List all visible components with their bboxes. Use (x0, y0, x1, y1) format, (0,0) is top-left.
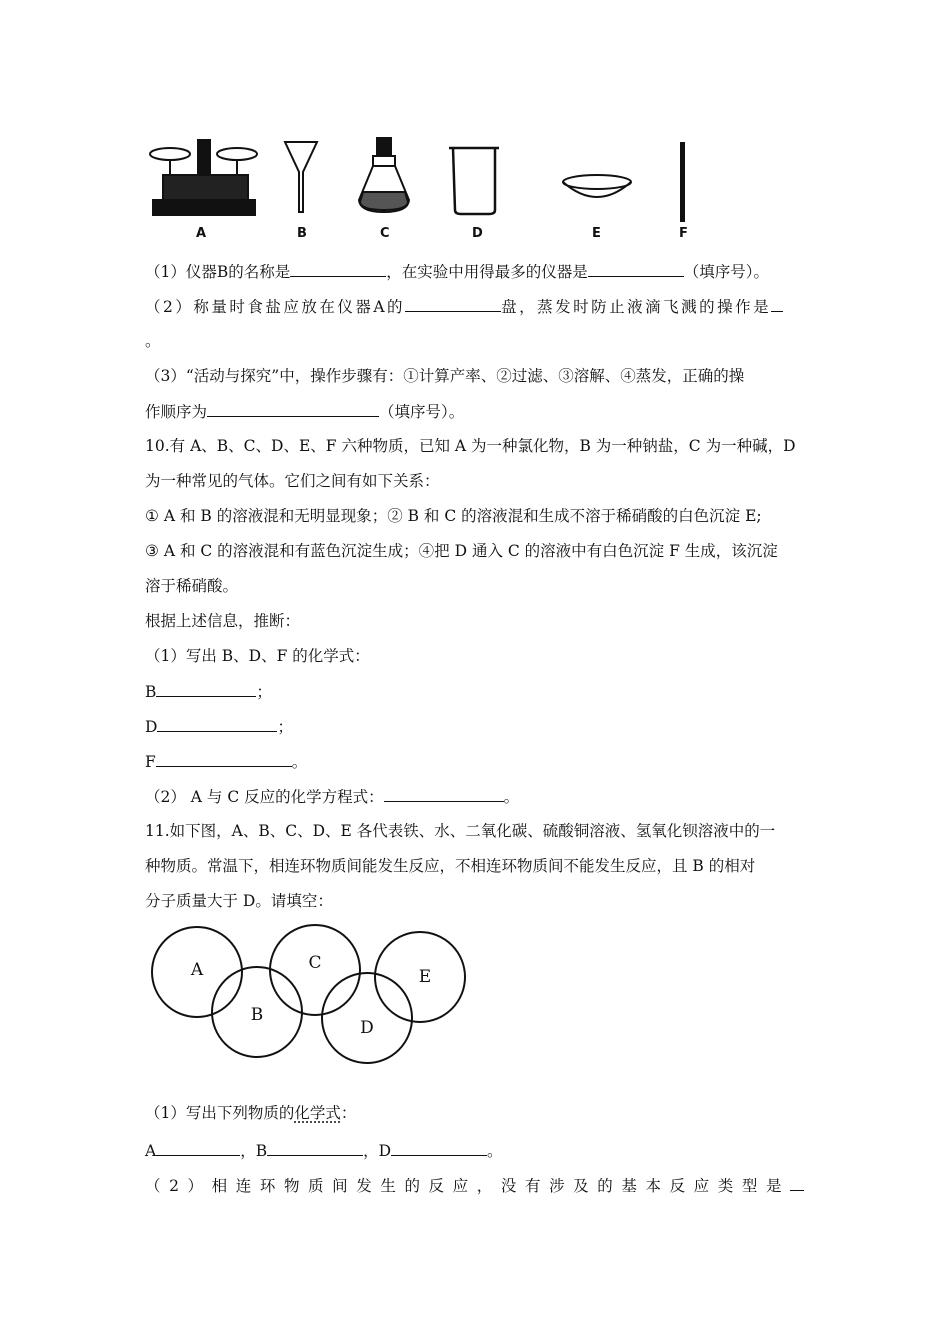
q10-answer-d: D ； (145, 718, 293, 736)
q11-line-3: 分子质量大于 D。请填空： (145, 892, 333, 910)
answer-blank[interactable] (207, 401, 379, 417)
question-2-line: （2）称量时食盐应放在仪器A的 盘，蒸发时防止液滴飞溅的操作是 (145, 296, 783, 317)
q10-line-1: 10.有 A、B、C、D、E、F 六种物质，已知 A 为一种氯化物，B 为一种钠盐，C 为一种碱，D (145, 437, 796, 455)
apparatus-label-e: E (592, 226, 601, 241)
ring-label-d: D (360, 1018, 374, 1038)
q10-sub-2: （2） A 与 C 反应的化学方程式： 。 (145, 788, 520, 806)
question-3-line-2: 作顺序为 （填序号）。 (145, 403, 465, 421)
q11-sub-1: （1）写出下列物质的化学式： (145, 1104, 357, 1122)
evaporating-dish-icon (563, 175, 631, 197)
q11-sub-2: （2）相连环物质间发生的反应，没有涉及的基本反应类型是 (145, 1175, 804, 1196)
answer-blank[interactable] (391, 1140, 487, 1156)
q10-sub-1: （1）写出 B、D、F 的化学式： (145, 647, 370, 665)
question-1-line: （1）仪器B的名称是 ，在实验中用得最多的仪器是 （填序号）。 (145, 263, 770, 281)
apparatus-label-d: D (472, 226, 483, 241)
q10-line-6: 根据上述信息，推断： (145, 612, 301, 630)
answer-blank[interactable] (384, 786, 504, 802)
alcohol-lamp-icon (359, 138, 409, 212)
question-2-end: 。 (145, 332, 161, 350)
q10-answer-f: F 。 (145, 753, 308, 771)
q11-line-2: 种物质。常温下，相连环物质间能发生反应，不相连环物质间不能发生反应，且 B 的相对 (145, 857, 756, 875)
question-3-line: （3）“活动与探究”中，操作步骤有：①计算产率、②过滤、③溶解、④蒸发，正确的操 (145, 367, 745, 385)
answer-blank[interactable] (156, 751, 292, 767)
ring-label-a: A (190, 960, 204, 980)
ring-label-e: E (418, 967, 432, 987)
beaker-icon (449, 148, 499, 214)
ring-label-c: C (308, 953, 322, 973)
answer-blank[interactable] (771, 296, 783, 312)
answer-blank[interactable] (157, 716, 277, 732)
q11-line-1: 11.如下图，A、B、C、D、E 各代表铁、水、二氧化碳、硫酸铜溶液、氢氧化钡溶液中的一 (145, 822, 776, 840)
q10-line-3: ① A 和 B 的溶液混和无明显现象；② B 和 C 的溶液混和生成不溶于稀硝酸的白色沉淀 E; (145, 507, 762, 525)
q10-line-2: 为一种常见的气体。它们之间有如下关系： (145, 472, 440, 490)
apparatus-label-f: F (679, 226, 688, 241)
apparatus-label-b: B (297, 226, 307, 241)
answer-blank[interactable] (588, 261, 684, 277)
apparatus-figure (145, 130, 705, 245)
answer-blank[interactable] (790, 1175, 804, 1191)
funnel-icon (285, 142, 317, 212)
answer-blank[interactable] (156, 1140, 240, 1156)
q10-line-4: ③ A 和 C 的溶液混和有蓝色沉淀生成；④把 D 通入 C 的溶液中有白色沉淀 F 生成，该沉淀 (145, 542, 778, 560)
q11-answers: A ，B ，D 。 (145, 1142, 503, 1160)
balance-icon (150, 140, 257, 215)
q10-line-5: 溶于稀硝酸。 (145, 577, 239, 595)
ring-diagram (145, 920, 475, 1070)
answer-blank[interactable] (267, 1140, 363, 1156)
answer-blank[interactable] (405, 296, 501, 312)
q10-answer-b: B ； (145, 683, 272, 701)
apparatus-label-a: A (196, 226, 207, 241)
apparatus-label-c: C (380, 226, 390, 241)
answer-blank[interactable] (290, 261, 386, 277)
answer-blank[interactable] (156, 681, 256, 697)
glass-rod-icon (680, 142, 685, 222)
ring-label-b: B (250, 1005, 264, 1025)
